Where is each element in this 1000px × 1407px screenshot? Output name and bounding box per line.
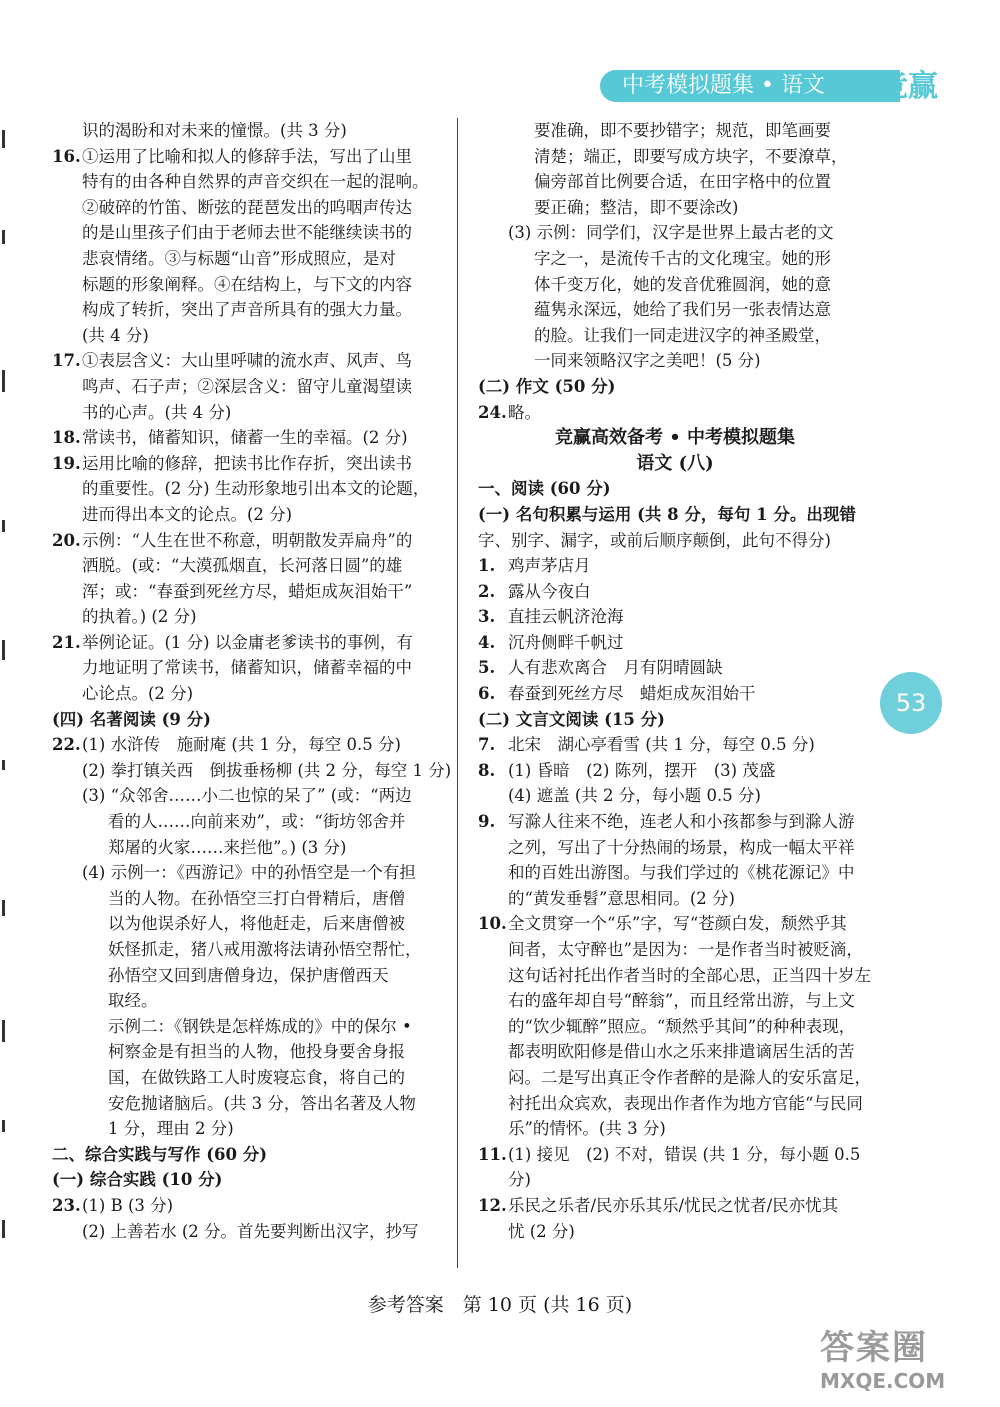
answer-line (478, 246, 872, 272)
line-text: 识的渴盼和对未来的憧憬。(共 3 分) (82, 121, 347, 140)
line-text: 当的人物。在孙悟空三打白骨精后，唐僧 (108, 888, 405, 908)
section-heading (478, 502, 872, 528)
header-banner: 中考模拟题集 • 语文 (600, 70, 900, 102)
answer-line (52, 1219, 444, 1245)
line-text: (3) “众邻舍……小二也惊的呆了” (或：“两边 (82, 786, 412, 806)
line-text: 国，在做铁路工人时废寝忘食，将自己的 (108, 1067, 405, 1087)
line-text: 1 分，理由 2 分) (108, 1119, 234, 1139)
answer-line (478, 809, 872, 835)
line-text: 衬托出众宾欢，表现出作者作为地方官能“与民同 (508, 1093, 863, 1113)
section-title (478, 451, 872, 477)
section-title (478, 425, 872, 451)
question-number: 3. (478, 607, 496, 627)
question-number: 18. (52, 428, 81, 448)
answer-line (52, 783, 444, 809)
answer-line (478, 1167, 872, 1193)
answer-line (478, 1039, 872, 1065)
line-text: (4) 示例一：《西游记》中的孙悟空是一个有担 (82, 863, 416, 883)
line-text: 体千变万化，她的发音优雅圆润，她的意 (534, 274, 831, 294)
line-text: 蕴隽永深远，她给了我们另一张表情达意 (534, 300, 831, 320)
line-text: 写滁人往来不绝，连老人和小孩都参与到滁人游 (508, 812, 855, 832)
answer-line (478, 1193, 872, 1219)
answer-line (52, 860, 444, 886)
line-text: 人有悲欢离合 月有阴晴圆缺 (508, 658, 723, 678)
answer-line (478, 195, 872, 221)
question-number: 22. (52, 735, 81, 755)
question-number: 10. (478, 914, 507, 934)
answer-line (52, 246, 444, 272)
answer-line (478, 1014, 872, 1040)
answer-line (52, 604, 444, 630)
line-text: 这句话衬托出作者当时的全部心思，正当四十岁左 (508, 965, 871, 985)
line-text: 要正确；整洁，即不要涂改) (534, 197, 739, 217)
question-number: 24. (478, 402, 507, 422)
answer-line (52, 1014, 444, 1040)
line-text: 全文贯穿一个“乐”字，写“苍颜白发，颓然乎其 (508, 914, 847, 934)
line-text: 悲哀情绪。③与标题“山音”形成照应，是对 (82, 248, 396, 268)
line-text: 构成了转折，突出了声音所具有的强大力量。 (82, 300, 412, 320)
line-text: 一同来领略汉字之美吧！(5 分) (534, 351, 761, 371)
answer-line (52, 988, 444, 1014)
line-text: 的是山里孩子们由于老师去世不能继续读书的 (82, 223, 412, 243)
line-text: 露从今夜白 (508, 581, 591, 601)
line-text: 语文 (八) (636, 452, 714, 474)
line-text: (1) 水浒传 施耐庵 (共 1 分，每空 0.5 分) (82, 735, 401, 755)
line-text: 清楚；端正，即要写成方块字，不要潦草， (534, 146, 848, 166)
answer-line (478, 553, 872, 579)
page-footer: 参考答案 第 10 页 (共 16 页) (367, 1294, 633, 1316)
question-number: 2. (478, 581, 496, 601)
answer-line (478, 937, 872, 963)
question-number: 12. (478, 1195, 507, 1215)
line-text: 浑；或：“春蚕到死丝方尽，蜡炬成灰泪始干” (82, 581, 413, 601)
line-text: 孙悟空又回到唐僧身边，保护唐僧西天 (108, 965, 389, 985)
section-heading (478, 707, 872, 733)
line-text: 偏旁部首比例要合适，在田字格中的位置 (534, 172, 831, 192)
answer-line (52, 1065, 444, 1091)
answer-line (478, 758, 872, 784)
answer-line (478, 1065, 872, 1091)
answer-line (478, 528, 872, 554)
left-column (52, 118, 452, 1244)
answer-line (478, 732, 872, 758)
line-text: 的“饮少辄醉”照应。“颓然乎其间”的种种表现， (508, 1016, 856, 1036)
line-text: 略。 (508, 402, 541, 422)
line-text: 的重要性。(2 分) 生动形象地引出本文的论题， (82, 479, 430, 499)
answer-line (52, 1116, 444, 1142)
question-number: 1. (478, 556, 496, 576)
line-text: 妖怪抓走，猪八戒用激将法请孙悟空帮忙， (108, 940, 422, 959)
line-text: (二) 作文 (50 分) (478, 376, 616, 396)
answer-line (52, 297, 444, 323)
answer-line (478, 835, 872, 861)
question-number: 21. (52, 632, 81, 652)
answer-line (52, 835, 444, 861)
line-text: 以为他误杀好人，将他赶走，后来唐僧被 (108, 914, 405, 934)
question-number: 20. (52, 530, 81, 550)
line-text: 竞赢高效备考 • 中考模拟题集 (554, 427, 796, 449)
answer-line (52, 732, 444, 758)
answer-line (52, 272, 444, 298)
answer-line (52, 1091, 444, 1117)
answer-line (52, 118, 444, 144)
question-number: 5. (478, 658, 496, 678)
line-text: 分) (508, 1170, 531, 1190)
line-text: (一) 综合实践 (10 分) (52, 1170, 223, 1190)
question-number: 19. (52, 453, 81, 473)
answer-line (52, 528, 444, 554)
line-text: 右的盛年却自号“醉翁”，而且经常出游，与上文 (508, 991, 855, 1011)
answer-line (52, 451, 444, 477)
line-text: 的执着。) (2 分) (82, 607, 197, 627)
answer-line (478, 963, 872, 989)
answer-line (52, 220, 444, 246)
line-text: 沉舟侧畔千帆过 (508, 632, 624, 652)
answer-line (52, 809, 444, 835)
line-text: 示例：“人生在世不称意，明朝散发弄扁舟”的 (82, 530, 413, 550)
line-text: 力地证明了常读书，储蓄知识，储蓄幸福的中 (82, 658, 412, 678)
answer-line (478, 911, 872, 937)
line-text: 举例论证。(1 分) 以金庸老爹读书的事例，有 (82, 632, 413, 652)
line-text: ①表层含义：大山里呼啸的流水声、风声、鸟 (82, 351, 412, 371)
line-text: 闷。二是写出真正令作者醉的是滁人的安乐富足， (508, 1067, 871, 1087)
line-text: (1) B (3 分) (82, 1195, 174, 1215)
answer-line (52, 655, 444, 681)
answer-line (52, 502, 444, 528)
line-text: 乐”的情怀。(共 3 分) (508, 1119, 666, 1139)
answer-line (52, 195, 444, 221)
answer-line (478, 220, 872, 246)
line-text: 心论点。(2 分) (82, 684, 194, 704)
answer-line (52, 630, 444, 656)
line-text: 字之一，是流传千古的文化瑰宝。她的形 (534, 248, 831, 268)
line-text: (2) 上善若水 (2 分。首先要判断出汉字，抄写 (82, 1221, 419, 1241)
question-number: 4. (478, 632, 496, 652)
answer-line (52, 758, 452, 784)
question-number: 7. (478, 735, 496, 755)
line-text: 标题的形象阐释。④在结构上，与下文的内容 (82, 274, 412, 294)
answer-line (52, 169, 444, 195)
line-text: ②破碎的竹笛、断弦的琵琶发出的呜咽声传达 (82, 197, 412, 217)
line-text: 洒脱。(或：“大漠孤烟直，长河落日圆”的雄 (82, 556, 403, 576)
answer-line (478, 118, 872, 144)
answer-line (478, 1219, 872, 1245)
line-text: (共 4 分) (82, 325, 149, 345)
line-text: 的“黄发垂髫”意思相同。(2 分) (508, 888, 735, 908)
answer-line (52, 144, 444, 170)
question-number: 11. (478, 1144, 507, 1164)
line-text: 直挂云帆济沧海 (508, 607, 624, 627)
watermark-text: 答案圈 (820, 1328, 928, 1368)
line-text: (1) 昏暗 (2) 陈列，摆开 (3) 茂盛 (508, 760, 776, 780)
section-heading (52, 707, 444, 733)
line-text: 进而得出本文的论点。(2 分) (82, 504, 293, 524)
answer-line (478, 400, 872, 426)
answer-line (52, 323, 444, 349)
line-text: ①运用了比喻和拟人的修辞手法，写出了山里 (82, 146, 412, 166)
line-text: 二、综合实践与写作 (60 分) (52, 1144, 268, 1164)
line-text: 运用比喻的修辞，把读书比作存折，突出读书 (82, 453, 412, 473)
answer-line (478, 783, 872, 809)
scan-edge-marks (2, 120, 12, 1270)
answer-line (478, 630, 872, 656)
answer-line (478, 988, 872, 1014)
line-text: 安危抛诸脑后。(共 3 分，答出名著及人物 (108, 1093, 416, 1113)
line-text: 春蚕到死丝方尽 蜡炬成灰泪始干 (508, 684, 756, 704)
line-text: 字、别字、漏字，或前后顺序颠倒，此句不得分) (478, 530, 831, 550)
question-number: 23. (52, 1195, 81, 1215)
line-text: 取经。 (108, 991, 158, 1011)
question-number: 8. (478, 760, 496, 780)
line-text: 乐民之乐者/民亦乐其乐/忧民之忧者/民亦忧其 (508, 1195, 839, 1215)
line-text: 柯察金是有担当的人物，他投身要舍身报 (108, 1042, 405, 1062)
answer-line (52, 400, 444, 426)
brand-logo: 竞赢 (878, 69, 938, 104)
answer-line (52, 886, 444, 912)
watermark-url: MXQE.COM (820, 1369, 946, 1393)
line-text: 书的心声。(共 4 分) (82, 402, 232, 422)
line-text: 之列，写出了十分热闹的场景，构成一幅太平祥 (508, 837, 855, 857)
answer-line (478, 886, 872, 912)
line-text: (4) 遮盖 (共 2 分，每小题 0.5 分) (508, 786, 761, 806)
answer-line (478, 297, 872, 323)
line-text: 的脸。让我们一同走进汉字的神圣殿堂， (534, 325, 831, 345)
answer-line (52, 1039, 444, 1065)
answer-line (478, 323, 872, 349)
answer-line (52, 937, 444, 963)
line-text: (3) 示例：同学们，汉字是世界上最古老的文 (508, 223, 834, 243)
section-heading (478, 476, 872, 502)
answer-line (478, 604, 872, 630)
line-text: 和的百姓出游图。与我们学过的《桃花源记》中 (508, 863, 855, 883)
answer-line (478, 860, 872, 886)
answer-line (478, 272, 872, 298)
answer-line (478, 1116, 872, 1142)
line-text: 一、阅读 (60 分) (478, 479, 611, 499)
answer-line (478, 348, 872, 374)
answer-line (52, 553, 444, 579)
section-heading (52, 1167, 444, 1193)
line-text: (一) 名句积累与运用 (共 8 分，每句 1 分。出现错 (478, 504, 856, 524)
line-text: (2) 拳打镇关西 倒拔垂杨柳 (共 2 分，每空 1 分) (82, 760, 452, 780)
answer-line (478, 655, 872, 681)
answer-line (52, 1193, 444, 1219)
line-text: 要准确，即不要抄错字；规范，即笔画要 (534, 121, 831, 140)
section-heading (52, 1142, 444, 1168)
line-text: 鸡声茅店月 (508, 556, 591, 576)
answer-line (52, 963, 444, 989)
right-column (478, 118, 872, 1244)
line-text: 特有的由各种自然界的声音交织在一起的混响。 (82, 172, 429, 192)
line-text: 常读书，储蓄知识，储蓄一生的幸福。(2 分) (82, 428, 408, 448)
question-number: 16. (52, 146, 81, 166)
column-divider (457, 118, 458, 1268)
answer-line (52, 425, 444, 451)
answer-line (478, 579, 872, 605)
line-text: 郑屠的火家……来拦他”。) (3 分) (108, 837, 347, 857)
answer-line (478, 144, 872, 170)
answer-line (52, 374, 444, 400)
answer-line (478, 169, 872, 195)
question-number: 17. (52, 351, 81, 371)
answer-line (478, 1091, 872, 1117)
question-number: 9. (478, 812, 496, 832)
page-number-badge: 53 (880, 672, 942, 734)
line-text: 看的人……向前来劝”，或：“街坊邻舍并 (108, 812, 406, 832)
line-text: 忧 (2 分) (508, 1221, 575, 1241)
answer-line (478, 1142, 872, 1168)
line-text: (1) 接见 (2) 不对，错误 (共 1 分，每小题 0.5 (508, 1144, 861, 1164)
line-text: (二) 文言文阅读 (15 分) (478, 709, 665, 729)
line-text: 北宋 湖心亭看雪 (共 1 分，每空 0.5 分) (508, 735, 815, 755)
answer-line (52, 911, 444, 937)
line-text: 都表明欧阳修是借山水之乐来排遣谪居生活的苦 (508, 1042, 855, 1062)
line-text: (四) 名著阅读 (9 分) (52, 709, 211, 729)
answer-line (52, 476, 444, 502)
answer-line (52, 348, 444, 374)
answer-line (52, 681, 444, 707)
line-text: 鸣声、石子声；②深层含义：留守儿童渴望读 (82, 376, 412, 396)
answer-line (52, 579, 444, 605)
question-number: 6. (478, 684, 496, 704)
section-heading (478, 374, 872, 400)
line-text: 间者，太守醉也”是因为：一是作者当时被贬滴， (508, 940, 863, 959)
watermark-logo (820, 1320, 990, 1400)
answer-line (478, 681, 872, 707)
line-text: 示例二：《钢铁是怎样炼成的》中的保尔 • (108, 1016, 412, 1036)
